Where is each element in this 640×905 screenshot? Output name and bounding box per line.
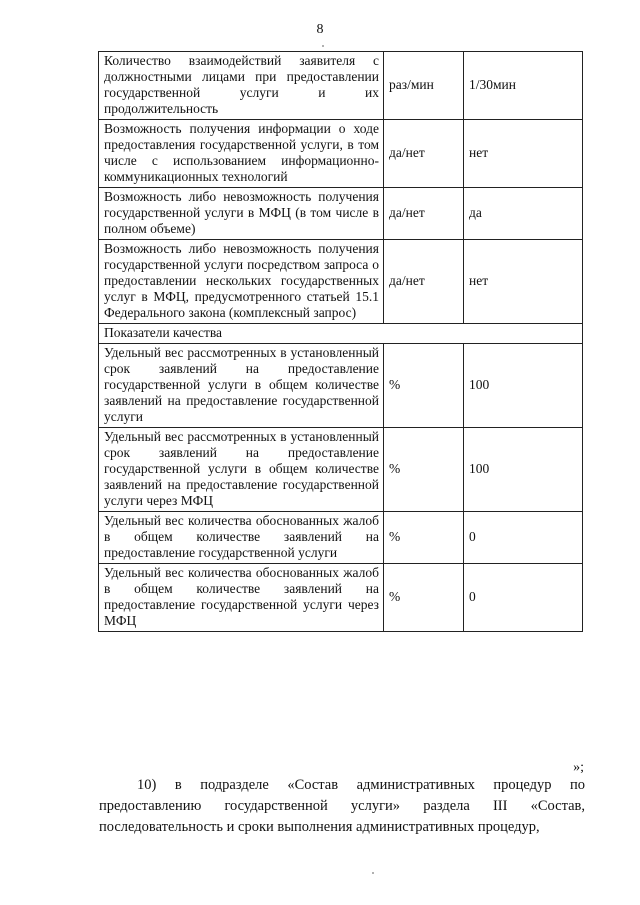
indicator-value: 0 — [464, 512, 583, 564]
table-row — [99, 52, 583, 120]
indicator-unit: % — [384, 512, 464, 564]
indicator-name: Удельный вес количества обоснованных жалоб в общем количестве заявлений на предоставление государственной услуги через МФЦ — [99, 564, 384, 632]
indicators-table — [98, 51, 583, 632]
indicator-unit: % — [384, 428, 464, 512]
indicator-name: Удельный вес рассмотренных в установленный срок заявлений на предоставление государственной услуги в общем количестве заявлений на предоставление государственной услуги через МФЦ — [99, 428, 384, 512]
indicator-value: 100 — [464, 428, 583, 512]
indicator-unit: % — [384, 344, 464, 428]
table-row — [99, 120, 583, 188]
indicator-value: 1/30мин — [464, 52, 583, 120]
section-title: Показатели качества — [99, 324, 583, 344]
indicator-name: Количество взаимодействий заявителя с должностными лицами при предоставлении государственной услуги и их продолжительность — [99, 52, 384, 120]
indicator-name: Возможность либо невозможность получения государственной услуги посредством запроса о предоставлении нескольких государственных услуг в МФЦ, предусмотренного статьей 15.1 Федерального закона (комплексный запрос) — [99, 240, 384, 324]
indicator-unit: да/нет — [384, 240, 464, 324]
indicator-value: 100 — [464, 344, 583, 428]
scan-speck — [322, 45, 324, 47]
indicator-unit: да/нет — [384, 120, 464, 188]
indicator-unit: раз/мин — [384, 52, 464, 120]
indicator-name: Удельный вес количества обоснованных жалоб в общем количестве заявлений на предоставление государственной услуги — [99, 512, 384, 564]
indicator-value: нет — [464, 240, 583, 324]
section-row — [99, 324, 583, 344]
indicator-name: Удельный вес рассмотренных в установленный срок заявлений на предоставление государственной услуги в общем количестве заявлений на предоставление государственной услуги — [99, 344, 384, 428]
indicator-name: Возможность либо невозможность получения государственной услуги в МФЦ (в том числе в полном объеме) — [99, 188, 384, 240]
indicator-value: да — [464, 188, 583, 240]
table-row — [99, 344, 583, 428]
table-row — [99, 240, 583, 324]
table-row — [99, 564, 583, 632]
indicator-value: 0 — [464, 564, 583, 632]
indicator-unit: % — [384, 564, 464, 632]
closing-quote-mark: »; — [573, 760, 584, 775]
table-row — [99, 188, 583, 240]
indicator-name: Возможность получения информации о ходе предоставления государственной услуги, в том числе с использованием информационно-коммуникационных технологий — [99, 120, 384, 188]
table-row — [99, 428, 583, 512]
body-paragraph — [99, 775, 585, 838]
page-number: 8 — [316, 22, 324, 37]
indicator-value: нет — [464, 120, 583, 188]
indicator-unit: да/нет — [384, 188, 464, 240]
scan-speck — [372, 872, 374, 874]
table-row — [99, 512, 583, 564]
paragraph-text: 10) в подразделе «Состав административных процедур по предоставлению государственной услуги» раздела III «Состав, последовательность и сроки выполнения административных процедур, — [99, 777, 585, 835]
